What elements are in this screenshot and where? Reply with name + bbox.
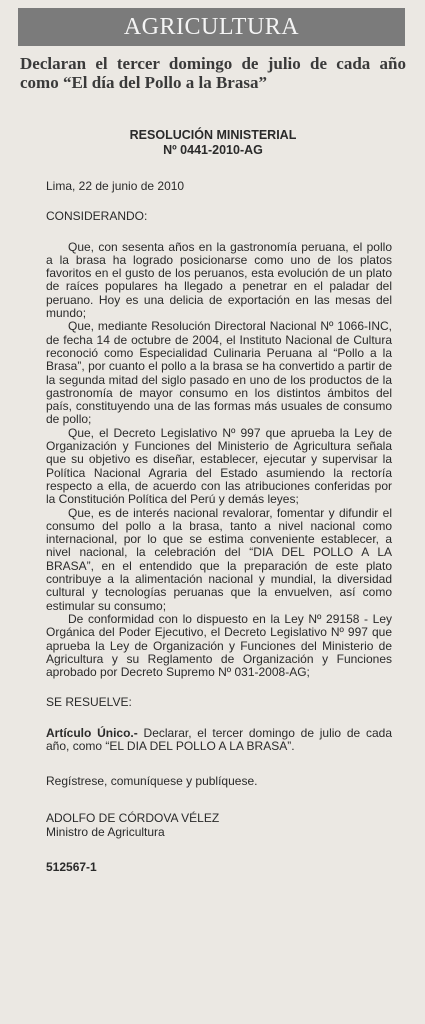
article bbox=[46, 727, 392, 754]
section-label: AGRICULTURA bbox=[123, 13, 300, 40]
signer-title: Ministro de Agricultura bbox=[46, 824, 165, 839]
document-body bbox=[46, 180, 392, 874]
signer-name: ADOLFO DE CÓRDOVA VÉLEZ bbox=[46, 810, 220, 825]
resolution-title: RESOLUCIÓN MINISTERIAL bbox=[129, 128, 297, 142]
resolution-header bbox=[20, 128, 406, 158]
paragraph-5: De conformidad con lo dispuesto en la Ley Nº 29158 - Ley Orgánica del Poder Ejecutivo, el Decreto Legislativo Nº 997 que aprueba la Ley de Organización y Funciones del Ministerio de Agricultura y su Reglamento de Organización y Funciones aprobado por Decreto Supremo Nº 031-2008-AG; bbox=[46, 611, 392, 680]
considering-label: CONSIDERANDO: bbox=[46, 209, 148, 224]
publication-code: 512567-1 bbox=[46, 859, 97, 874]
paragraph-3: Que, el Decreto Legislativo Nº 997 que aprueba la Ley de Organización y Funciones del Ministerio de Agricultura señala que su objetivo es diseñar, establecer, ejecutar y supervisar la Política Nacional Agraria del Estado asumiendo la rectoría respecto a ella, de acuerdo con las atribuciones conferidas por la Constitución Política del Perú y demás leyes; bbox=[46, 425, 392, 507]
place-date: Lima, 22 de junio de 2010 bbox=[46, 179, 185, 193]
section-banner bbox=[18, 8, 405, 46]
article-label: Artículo Único.- bbox=[46, 725, 138, 740]
signer bbox=[46, 811, 392, 839]
paragraph-1: Que, con sesenta años en la gastronomía peruana, el pollo a la brasa ha logrado posicionarse como uno de los platos favoritos en el gusto de los peruanos, esta evolución de un plato de raíces populares ha llegado a penetrar en el paladar del peruano. Hoy es una delicia de exportación en las mesas del mundo; bbox=[46, 239, 392, 321]
paragraph-2: Que, mediante Resolución Directoral Nacional Nº 1066-INC, de fecha 14 de octubre de 2004, el Instituto Nacional de Cultura reconoció como Especialidad Culinaria Peruana al “Pollo a la Brasa”, por cuanto el pollo a la brasa se ha convertido a partir de la segunda mitad del siglo pasado en uno de los productos de la gastronomía de mayor consumo en los distintos ámbitos del país, constituyendo una de las formas más usuales de consumo de pollo; bbox=[46, 319, 392, 427]
headline: Declaran el tercer domingo de julio de cada año como “El día del Pollo a la Brasa” bbox=[20, 54, 406, 92]
closing: Regístrese, comuníquese y publíquese. bbox=[46, 774, 258, 789]
paragraph-4: Que, es de interés nacional revalorar, fomentar y difundir el consumo del pollo a la brasa, tanto a nivel nacional como internacional, por lo que se estima conveniente establecer, a nivel nacional, la celebración del “DIA DEL POLLO A LA BRASA”, en el entendido que la preparación de este plato contribuye a la alimentación nacional y mundial, la diversidad cultural y tecnologías peruanas que la envuelven, así como estimular su consumo; bbox=[46, 505, 392, 613]
resolves-label: SE RESUELVE: bbox=[46, 695, 132, 710]
resolution-number: Nº 0441-2010-AG bbox=[163, 143, 263, 157]
article-text: Declarar, el tercer domingo de julio de cada año, como “EL DIA DEL POLLO A LA BRASA”. bbox=[46, 725, 392, 753]
